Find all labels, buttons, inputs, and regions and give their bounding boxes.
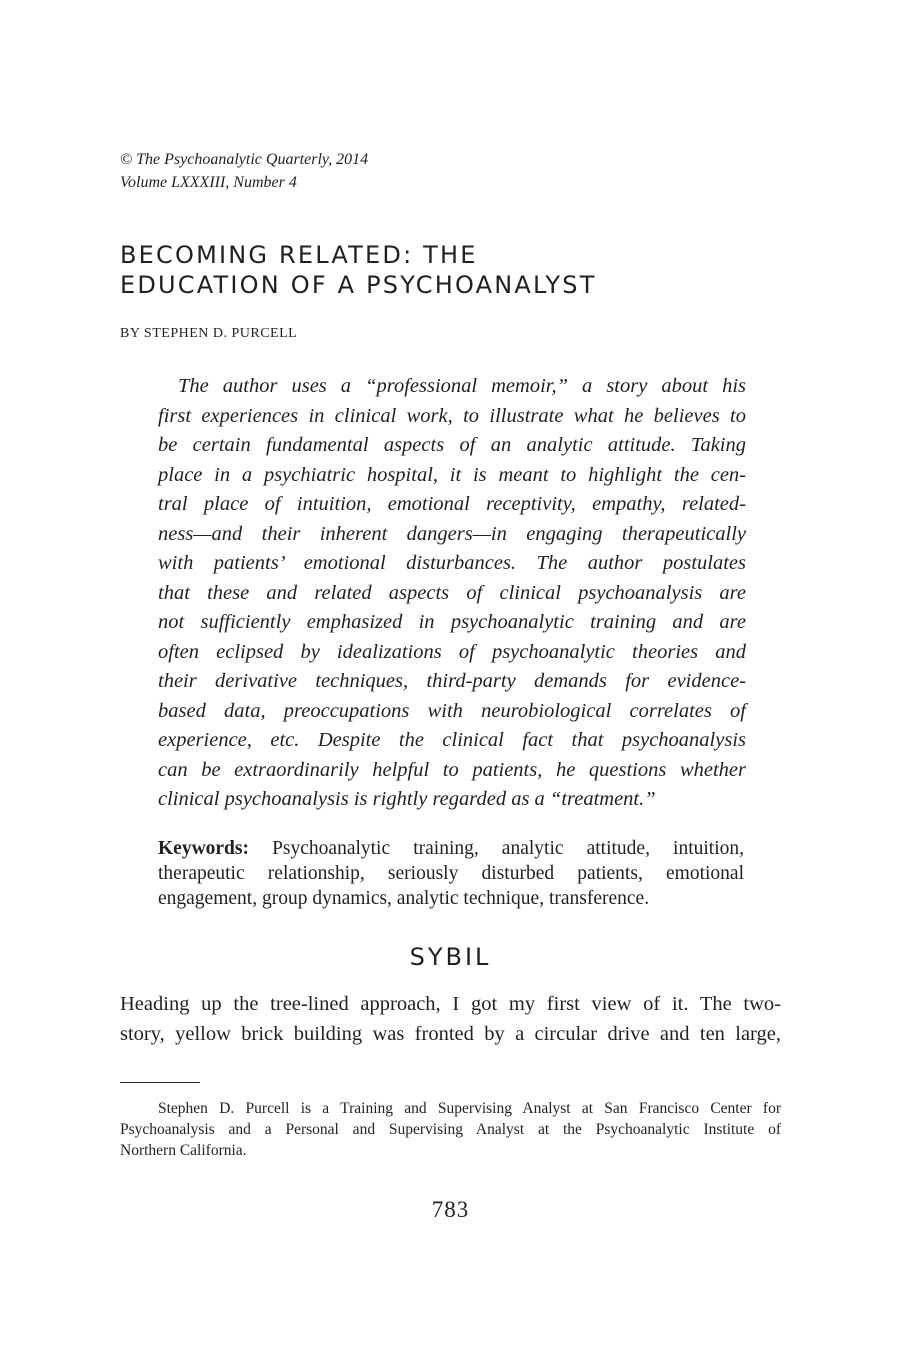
page-number: 783 [431,1197,470,1222]
journal-info [120,148,368,194]
section-heading: SYBIL [409,943,492,971]
body-line: story, yellow brick building was fronted by a circular drive and ten large, [120,1023,781,1045]
abstract-line: be certain fundamental aspects of an analytic attitude. Taking [158,434,746,456]
author-footnote [120,1098,781,1161]
footnote-line: Northern California. [120,1142,247,1159]
keywords-line: therapeutic relationship, seriously disturbed patients, emotional [158,863,744,884]
body-text [120,989,781,1049]
abstract-line: based data, preoccupations with neurobiological correlates of [158,699,746,722]
abstract-line: can be extraordinarily helpful to patients, he questions whether [158,758,746,781]
volume-line: Volume LXXXIII, Number 4 [120,174,297,191]
keywords-line: engagement, group dynamics, analytic technique, transference. [158,888,650,909]
abstract-line: often eclipsed by idealizations of psychoanalytic theories and [158,640,746,663]
abstract-line: first experiences in clinical work, to illustrate what he believes to [158,404,746,427]
copyright-line: © The Psychoanalytic Quarterly, 2014 [120,151,369,168]
abstract-line: their derivative techniques, third-party demands for evidence- [158,670,746,692]
abstract-line: with patients’ emotional disturbances. The author postulates [158,552,746,574]
author-byline: BY STEPHEN D. PURCELL [120,326,298,341]
keywords-label: Keywords: [158,838,249,859]
keywords-line [158,836,744,861]
title-line: BECOMING RELATED: THE [120,241,478,269]
keywords [158,836,744,911]
abstract-line: ness—and their inherent dangers—in engaging therapeutically [158,522,746,545]
title-line: EDUCATION OF A PSYCHOANALYST [120,271,597,299]
abstract-line: The author uses a “professional memoir,” a story about his [178,375,746,397]
keywords-text: Psychoanalytic training, analytic attitude, intuition, [272,838,744,859]
footnote-divider [120,1082,200,1083]
abstract-line: not sufficiently emphasized in psychoanalytic training and are [158,611,746,633]
body-line: Heading up the tree-lined approach, I got my first view of it. The two- [120,993,781,1015]
abstract-line: tral place of intuition, emotional receptivity, empathy, related- [158,493,746,515]
footnote-line: Psychoanalysis and a Personal and Supervising Analyst at the Psychoanalytic Institute of [120,1121,781,1138]
abstract [158,372,746,815]
article-title [120,240,597,300]
footnote-line: Stephen D. Purcell is a Training and Supervising Analyst at San Francisco Center for [158,1100,781,1117]
abstract-line: that these and related aspects of clinical psychoanalysis are [158,581,746,604]
abstract-line: experience, etc. Despite the clinical fact that psychoanalysis [158,729,746,751]
abstract-line: clinical psychoanalysis is rightly regarded as a “treatment.” [158,788,656,810]
abstract-line: place in a psychiatric hospital, it is meant to highlight the cen- [158,463,746,486]
